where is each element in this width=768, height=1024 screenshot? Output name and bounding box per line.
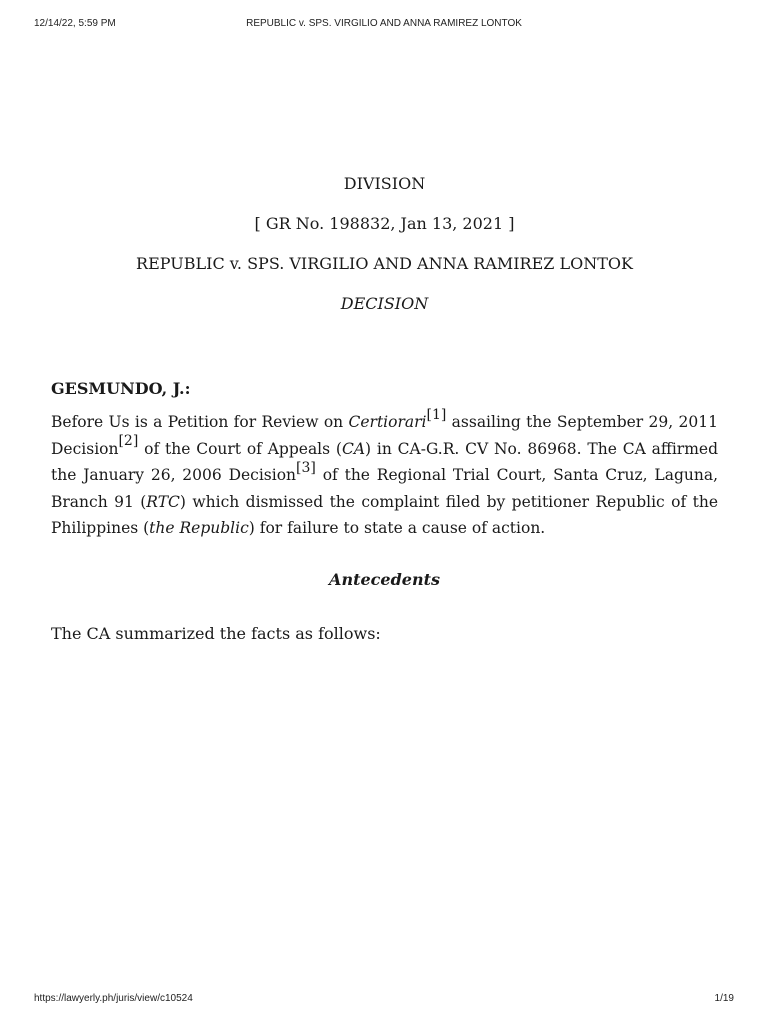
footnote-link-1[interactable]: [1] (426, 406, 447, 423)
print-datetime: 12/14/22, 5:59 PM (34, 18, 116, 29)
print-footer (34, 993, 734, 1007)
emphasis-the-republic: the Republic (149, 519, 249, 537)
print-header (34, 18, 734, 32)
division-label: DIVISION (343, 174, 426, 193)
case-number: [ GR No. 198832, Jan 13, 2021 ] (254, 214, 515, 233)
emphasis-certiorari: Certiorari (348, 413, 427, 431)
footnote-link-3[interactable]: [3] (296, 459, 316, 476)
paragraph-text: of the Court of Appeals ( (138, 439, 342, 458)
decision-label: DECISION (340, 294, 429, 313)
case-title: REPUBLIC v. SPS. VIRGILIO AND ANNA RAMIREZ LONTOK (136, 254, 633, 273)
paragraph-1 (51, 406, 719, 542)
paragraph-text: Before Us is a Petition for Review on (51, 413, 349, 431)
section-heading-antecedents: Antecedents (329, 570, 440, 589)
emphasis-rtc: RTC (146, 492, 180, 511)
ponente: GESMUNDO, J.: (51, 379, 191, 398)
print-title: REPUBLIC v. SPS. VIRGILIO AND ANNA RAMIREZ LONTOK (246, 18, 522, 29)
paragraph-text: assailing the September 29, 2011 Decision (51, 413, 718, 458)
paragraph-text: ) which dismissed the complaint filed by petitioner Republic of the Philippines ( (51, 492, 719, 537)
paragraph-text: ) in CA-G.R. CV No. 86968. The CA affirmed the January 26, 2006 Decision (51, 439, 718, 484)
emphasis-ca: CA (341, 439, 366, 458)
footnote-link-2[interactable]: [2] (118, 433, 139, 450)
page-number: 1/19 (714, 993, 734, 1004)
paragraph-text: ) for failure to state a cause of action. (248, 519, 546, 537)
source-url[interactable]: https://lawyerly.ph/juris/view/c10524 (34, 993, 193, 1004)
intro-sentence: The CA summarized the facts as follows: (51, 624, 381, 643)
paragraph-text: of the Regional Trial Court, Santa Cruz, Laguna, Branch 91 ( (51, 466, 718, 511)
